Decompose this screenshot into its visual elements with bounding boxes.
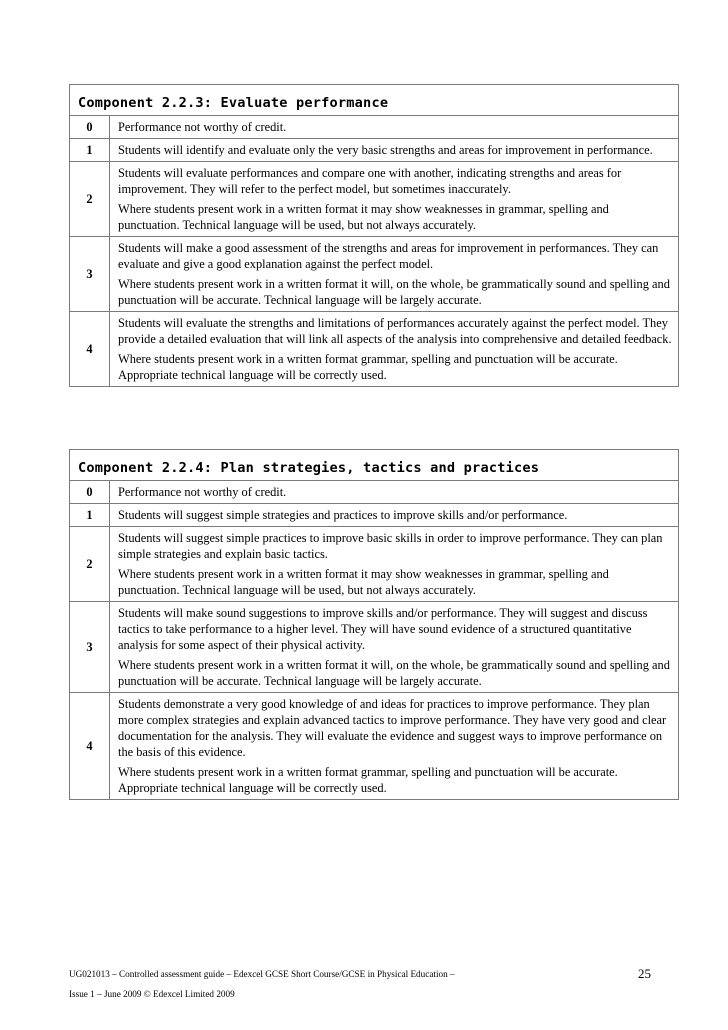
component-title: Component 2.2.4: Plan strategies, tactics and practices (70, 450, 679, 481)
descriptor-paragraph: Performance not worthy of credit. (118, 485, 287, 499)
score-level: 0 (70, 116, 110, 139)
score-level: 2 (70, 162, 110, 237)
descriptor-paragraph: Students will suggest simple practices to improve basic skills in order to improve performance. They can plan simple strategies and explain basic tactics. (118, 531, 663, 561)
footer-document-reference: UG021013 – Controlled assessment guide – Edexcel GCSE Short Course/GCSE in Physical Education – (69, 969, 455, 979)
descriptor-paragraph: Students will make sound suggestions to improve skills and/or performance. They will suggest and discuss tactics to take performance to a higher level. They will have sound evidence of a structured quantitative analysis for some aspect of their physical activity. (118, 606, 648, 652)
score-level: 3 (70, 237, 110, 312)
rubric-row (70, 504, 679, 527)
level-descriptor (110, 693, 679, 800)
descriptor-paragraph: Where students present work in a written format it may show weaknesses in grammar, spelling and punctuation. Technical language will be used, but not always accurately. (118, 202, 609, 232)
rubric-row (70, 527, 679, 602)
score-level: 3 (70, 602, 110, 693)
component-title: Component 2.2.3: Evaluate performance (70, 85, 679, 116)
descriptor-paragraph: Performance not worthy of credit. (118, 120, 287, 134)
rubric-row (70, 693, 679, 800)
descriptor-paragraph: Students demonstrate a very good knowledge of and ideas for practices to improve performance. They plan more complex strategies and explain advanced tactics to improve performance. They have very good and clear documentation for the analysis. They will evaluate the evidence and suggest ways to improve performance on the basis of this evidence. (118, 697, 667, 759)
descriptor-paragraph: Students will make a good assessment of the strengths and areas for improvement in performances. They can evaluate and give a good explanation against the perfect model. (118, 241, 659, 271)
descriptor-paragraph: Where students present work in a written format grammar, spelling and punctuation will be accurate. Appropriate technical language will be correctly used. (118, 765, 618, 795)
level-descriptor (110, 527, 679, 602)
descriptor-paragraph: Students will identify and evaluate only the very basic strengths and areas for improvement in performance. (118, 143, 653, 157)
score-level: 0 (70, 481, 110, 504)
level-descriptor (110, 504, 679, 527)
component-heading-row (70, 85, 679, 116)
footer-issue-line: Issue 1 – June 2009 © Edexcel Limited 2009 (69, 989, 235, 999)
score-level: 2 (70, 527, 110, 602)
level-descriptor (110, 139, 679, 162)
level-descriptor (110, 481, 679, 504)
score-level: 1 (70, 139, 110, 162)
component-heading-row (70, 450, 679, 481)
rubric-row (70, 602, 679, 693)
descriptor-paragraph: Students will evaluate performances and compare one with another, indicating strengths and areas for improvement. They will refer to the perfect model, but sometimes inaccurately. (118, 166, 622, 196)
level-descriptor (110, 116, 679, 139)
descriptor-paragraph: Where students present work in a written format it will, on the whole, be grammatically sound and spelling and punctuation will be accurate. Technical language will be largely accurate. (118, 658, 670, 688)
page-number: 25 (638, 966, 651, 981)
descriptor-paragraph: Students will evaluate the strengths and limitations of performances accurately against the perfect model. They provide a detailed evaluation that will link all aspects of the analysis into comprehensive and detailed feedback. (118, 316, 672, 346)
descriptor-paragraph: Where students present work in a written format grammar, spelling and punctuation will be accurate. Appropriate technical language will be correctly used. (118, 352, 618, 382)
descriptor-paragraph: Students will suggest simple strategies and practices to improve skills and/or performance. (118, 508, 568, 522)
rubric-row (70, 162, 679, 237)
rubric-row (70, 481, 679, 504)
level-descriptor (110, 312, 679, 387)
descriptor-paragraph: Where students present work in a written format it may show weaknesses in grammar, spelling and punctuation. Technical language will be used, but not always accurately. (118, 567, 609, 597)
component-table-2-2-3 (69, 84, 679, 387)
score-level: 4 (70, 312, 110, 387)
score-level: 1 (70, 504, 110, 527)
rubric-row (70, 116, 679, 139)
descriptor-paragraph: Where students present work in a written format it will, on the whole, be grammatically sound and spelling and punctuation will be accurate. Technical language will be largely accurate. (118, 277, 670, 307)
rubric-row (70, 312, 679, 387)
rubric-row (70, 139, 679, 162)
level-descriptor (110, 162, 679, 237)
level-descriptor (110, 237, 679, 312)
level-descriptor (110, 602, 679, 693)
component-table-2-2-4 (69, 449, 679, 800)
score-level: 4 (70, 693, 110, 800)
rubric-row (70, 237, 679, 312)
